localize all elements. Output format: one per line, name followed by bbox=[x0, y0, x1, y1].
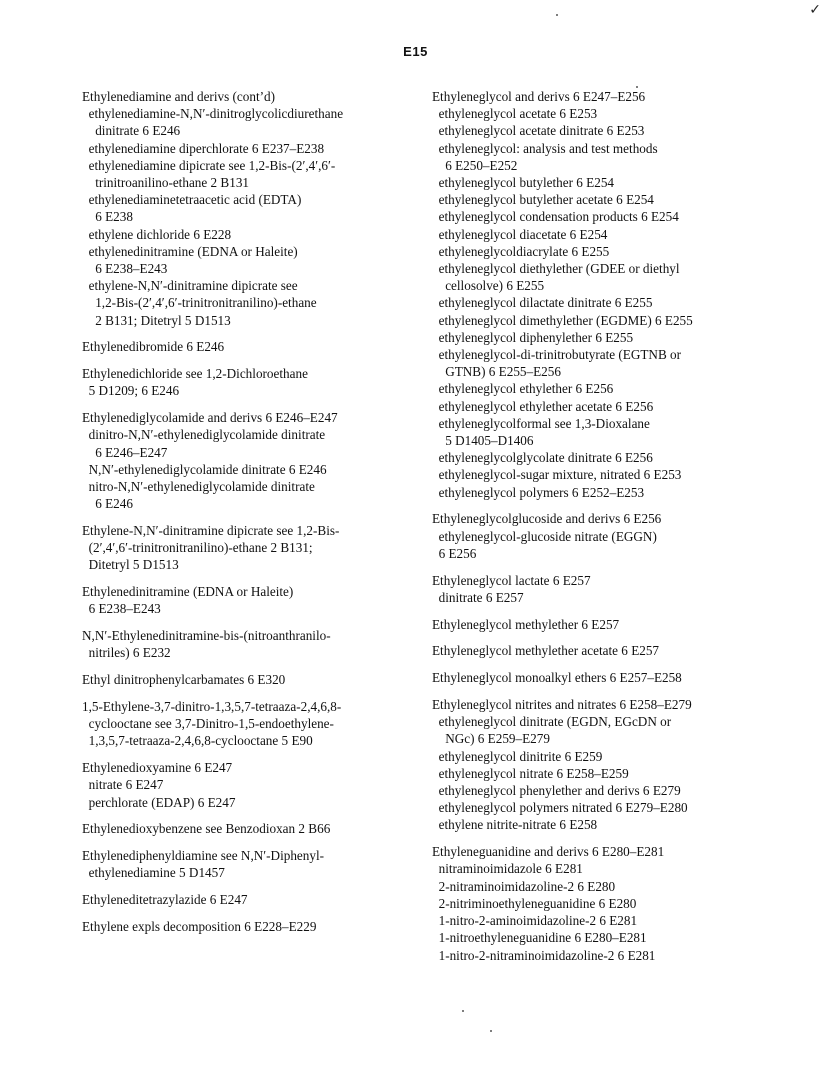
index-subentry: ethyleneglycol dilactate dinitrate 6 E255 bbox=[432, 295, 653, 311]
index-subentry: ethyleneglycol acetate 6 E253 bbox=[432, 106, 598, 122]
index-entry bbox=[432, 510, 752, 562]
index-heading: Ethylenediglycolamide and derivs 6 E246–E247 bbox=[82, 410, 338, 426]
index-subentry: ethyleneglycol diethylether (GDEE or diethyl bbox=[432, 261, 680, 277]
speck-mark bbox=[636, 86, 638, 88]
index-entry bbox=[432, 88, 752, 501]
index-subentry: cyclooctane see 3,7-Dinitro-1,5-endoethylene- bbox=[82, 716, 334, 732]
index-subentry: ethyleneglycol diphenylether 6 E255 bbox=[432, 329, 634, 345]
index-subentry: NGc) 6 E259–E279 bbox=[432, 731, 550, 747]
index-heading: Ethylenediphenyldiamine see N,N′-Diphenyl- bbox=[82, 848, 325, 864]
index-entry bbox=[432, 642, 752, 659]
index-subentry: ethylene-N,N′-dinitramine dipicrate see bbox=[82, 278, 298, 294]
index-subentry: dinitrate 6 E246 bbox=[82, 123, 181, 139]
index-subentry: 6 E238 bbox=[82, 209, 133, 225]
index-entry bbox=[82, 365, 412, 399]
index-entry bbox=[82, 627, 412, 661]
index-subentry: nitrate 6 E247 bbox=[82, 777, 164, 793]
index-subentry: ethyleneglycoldiacrylate 6 E255 bbox=[432, 243, 610, 259]
index-subentry: ethyleneglycol nitrate 6 E258–E259 bbox=[432, 765, 629, 781]
index-heading: Ethylenedichloride see 1,2-Dichloroethane bbox=[82, 366, 308, 382]
index-heading: Ethylenediamine and derivs (cont’d) bbox=[82, 89, 275, 104]
index-subentry: ethyleneglycol diacetate 6 E254 bbox=[432, 226, 608, 242]
index-subentry: ethylenediamine-N,N′-dinitroglycolicdiurethane bbox=[82, 106, 344, 122]
index-heading: Ethyleneditetrazylazide 6 E247 bbox=[82, 892, 248, 908]
index-subentry: ethyleneglycol acetate dinitrate 6 E253 bbox=[432, 123, 645, 139]
index-subentry: 6 E246 bbox=[82, 496, 133, 512]
index-subentry: perchlorate (EDAP) 6 E247 bbox=[82, 794, 236, 810]
index-subentry: ethyleneglycol butylether acetate 6 E254 bbox=[432, 192, 654, 208]
index-subentry: ethylene dichloride 6 E228 bbox=[82, 226, 232, 242]
index-column-left bbox=[82, 88, 412, 945]
index-heading: Ethylenedioxybenzene see Benzodioxan 2 B66 bbox=[82, 821, 331, 837]
index-subentry: ethyleneglycol dimethylether (EGDME) 6 E255 bbox=[432, 312, 693, 328]
index-subentry: 1,3,5,7-tetraaza-2,4,6,8-cyclooctane 5 E90 bbox=[82, 733, 313, 749]
speck-mark bbox=[490, 1030, 492, 1032]
index-subentry: ethylenediamine diperchlorate 6 E237–E238 bbox=[82, 140, 325, 156]
index-heading: Ethyleneglycol lactate 6 E257 bbox=[432, 572, 591, 588]
index-heading: Ethyleneglycol nitrites and nitrates 6 E258–E279 bbox=[432, 697, 692, 713]
index-entry bbox=[82, 820, 412, 837]
index-entry bbox=[82, 338, 412, 355]
check-mark-icon: ✓ bbox=[809, 2, 821, 18]
index-subentry: 1-nitro-2-nitraminoimidazoline-2 6 E281 bbox=[432, 947, 656, 963]
index-subentry: cellosolve) 6 E255 bbox=[432, 278, 545, 294]
index-subentry: ethylene nitrite-nitrate 6 E258 bbox=[432, 817, 598, 833]
index-entry bbox=[432, 616, 752, 633]
index-subentry: ethyleneglycolglycolate dinitrate 6 E256 bbox=[432, 450, 653, 466]
index-subentry: trinitroanilino-ethane 2 B131 bbox=[82, 175, 250, 191]
index-subentry: ethyleneglycol-di-trinitrobutyrate (EGTNB or bbox=[432, 347, 682, 363]
index-subentry: ethyleneglycol-sugar mixture, nitrated 6 E253 bbox=[432, 467, 682, 483]
index-subentry: ethyleneglycol-glucoside nitrate (EGGN) bbox=[432, 528, 657, 544]
index-subentry: 2-nitriminoethyleneguanidine 6 E280 bbox=[432, 895, 637, 911]
index-subentry: nitriles) 6 E232 bbox=[82, 645, 171, 661]
index-subentry: ethyleneglycol ethylether 6 E256 bbox=[432, 381, 614, 397]
index-heading: Ethylenedinitramine (EDNA or Haleite) bbox=[82, 584, 294, 600]
index-subentry: N,N′-ethylenediglycolamide dinitrate 6 E246 bbox=[82, 461, 327, 477]
index-subentry: nitro-N,N′-ethylenediglycolamide dinitrate bbox=[82, 479, 315, 495]
index-subentry: 6 E238–E243 bbox=[82, 261, 168, 277]
index-heading: Ethyleneglycolglucoside and derivs 6 E256 bbox=[432, 511, 662, 527]
index-heading: 1,5-Ethylene-3,7-dinitro-1,3,5,7-tetraaza-2,4,6,8- bbox=[82, 699, 342, 715]
index-subentry: GTNB) 6 E255–E256 bbox=[432, 364, 561, 380]
index-heading: Ethylenedioxyamine 6 E247 bbox=[82, 760, 233, 776]
index-subentry: ethylenediamine 5 D1457 bbox=[82, 865, 225, 881]
index-entry bbox=[432, 696, 752, 834]
index-subentry: ethyleneglycol ethylether acetate 6 E256 bbox=[432, 398, 654, 414]
index-subentry: nitraminoimidazole 6 E281 bbox=[432, 861, 583, 877]
index-subentry: ethyleneglycol phenylether and derivs 6 E279 bbox=[432, 783, 681, 799]
index-subentry: dinitrate 6 E257 bbox=[432, 589, 524, 605]
index-entry bbox=[82, 88, 412, 329]
index-heading: Ethyleneglycol monoalkyl ethers 6 E257–E258 bbox=[432, 670, 682, 686]
speck-mark bbox=[462, 1010, 464, 1012]
index-entry bbox=[432, 572, 752, 606]
index-subentry: 5 D1405–D1406 bbox=[432, 433, 534, 449]
page-label: E15 bbox=[403, 44, 428, 59]
index-subentry: ethyleneglycol dinitrite 6 E259 bbox=[432, 748, 603, 764]
index-subentry: 6 E250–E252 bbox=[432, 157, 518, 173]
index-entry bbox=[82, 522, 412, 574]
index-entry bbox=[82, 891, 412, 908]
index-subentry: 2 B131; Ditetryl 5 D1513 bbox=[82, 312, 231, 328]
index-heading: Ethyleneguanidine and derivs 6 E280–E281 bbox=[432, 844, 665, 860]
index-entry bbox=[432, 669, 752, 686]
index-entry bbox=[82, 759, 412, 811]
index-subentry: ethyleneglycol butylether 6 E254 bbox=[432, 175, 615, 191]
index-heading: Ethylenedibromide 6 E246 bbox=[82, 339, 225, 355]
index-subentry: ethylenediamine dipicrate see 1,2-Bis-(2′,4′,6′- bbox=[82, 157, 336, 173]
index-heading: Ethyleneglycol methylether 6 E257 bbox=[432, 616, 620, 632]
index-subentry: ethyleneglycolformal see 1,3-Dioxalane bbox=[432, 415, 650, 431]
index-heading: Ethylene expls decomposition 6 E228–E229 bbox=[82, 919, 317, 935]
index-entry bbox=[82, 698, 412, 750]
index-entry bbox=[82, 918, 412, 935]
index-subentry: 6 E246–E247 bbox=[82, 444, 168, 460]
index-subentry: dinitro-N,N′-ethylenediglycolamide dinitrate bbox=[82, 427, 326, 443]
index-entry bbox=[82, 671, 412, 688]
index-subentry: ethyleneglycol: analysis and test methods bbox=[432, 140, 658, 156]
index-subentry: 6 E238–E243 bbox=[82, 601, 161, 617]
index-heading: Ethylene-N,N′-dinitramine dipicrate see 1,2-Bis- bbox=[82, 523, 340, 539]
index-subentry: 1,2-Bis-(2′,4′,6′-trinitronitranilino)-ethane bbox=[82, 295, 317, 311]
index-subentry: ethyleneglycol polymers nitrated 6 E279–E280 bbox=[432, 800, 688, 816]
index-subentry: ethylenediaminetetraacetic acid (EDTA) bbox=[82, 192, 302, 208]
index-heading: Ethyleneglycol and derivs 6 E247–E256 bbox=[432, 89, 646, 104]
index-subentry: 2-nitraminoimidazoline-2 6 E280 bbox=[432, 878, 616, 894]
index-entry bbox=[82, 409, 412, 512]
index-subentry: ethyleneglycol polymers 6 E252–E253 bbox=[432, 484, 645, 500]
index-subentry: ethyleneglycol condensation products 6 E254 bbox=[432, 209, 679, 225]
index-subentry: Ditetryl 5 D1513 bbox=[82, 557, 179, 573]
index-heading: Ethyleneglycol methylether acetate 6 E257 bbox=[432, 643, 660, 659]
index-heading: N,N′-Ethylenedinitramine-bis-(nitroanthranilo- bbox=[82, 628, 331, 644]
index-subentry: 6 E256 bbox=[432, 545, 477, 561]
index-entry bbox=[432, 843, 752, 963]
index-subentry: (2′,4′,6′-trinitronitranilino)-ethane 2 B131; bbox=[82, 540, 313, 556]
index-subentry: 1-nitroethyleneguanidine 6 E280–E281 bbox=[432, 930, 647, 946]
index-subentry: 5 D1209; 6 E246 bbox=[82, 383, 180, 399]
index-subentry: ethyleneglycol dinitrate (EGDN, EGcDN or bbox=[432, 714, 672, 730]
index-column-right bbox=[432, 88, 752, 973]
index-subentry: 1-nitro-2-aminoimidazoline-2 6 E281 bbox=[432, 913, 638, 929]
index-entry bbox=[82, 583, 412, 617]
index-heading: Ethyl dinitrophenylcarbamates 6 E320 bbox=[82, 672, 286, 688]
speck-mark bbox=[556, 14, 558, 16]
index-entry bbox=[82, 847, 412, 881]
index-subentry: ethylenedinitramine (EDNA or Haleite) bbox=[82, 243, 298, 259]
